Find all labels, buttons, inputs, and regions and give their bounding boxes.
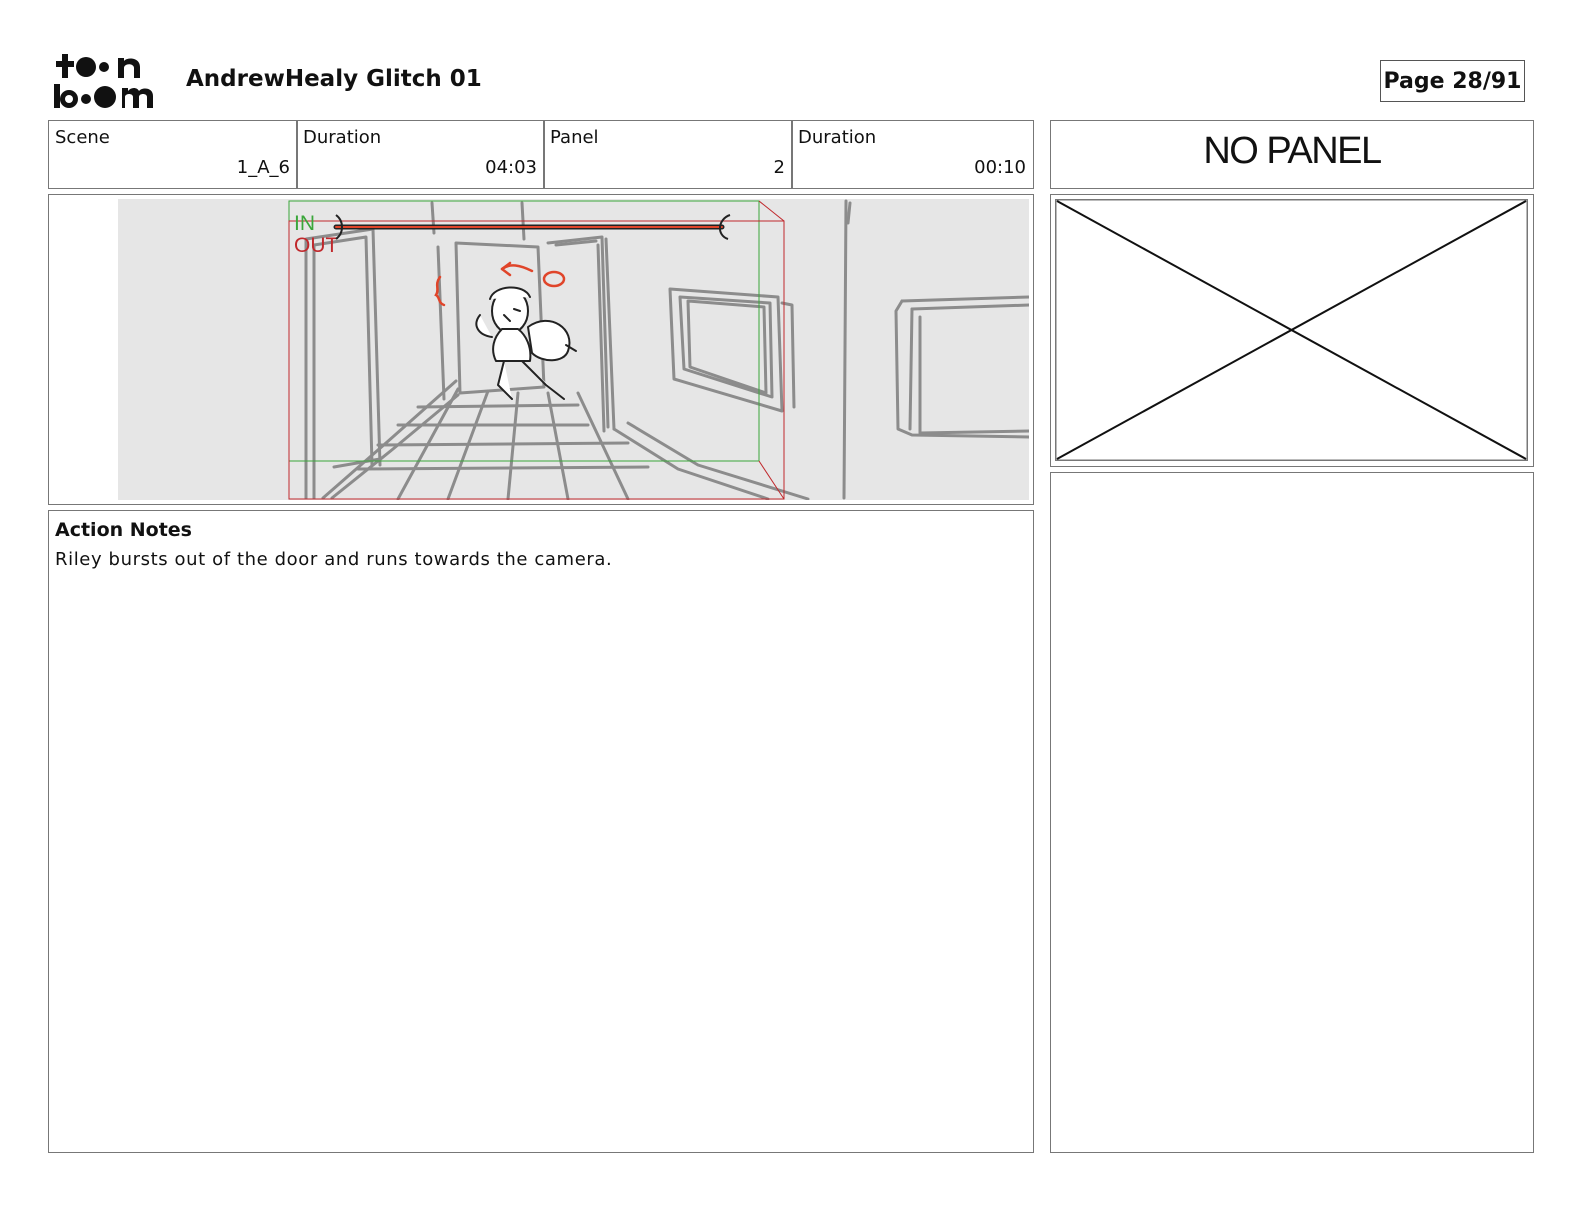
scene-duration-value: 04:03 <box>485 157 537 178</box>
project-title: AndrewHealy Glitch 01 <box>186 66 482 92</box>
panel-duration-cell <box>791 120 1034 189</box>
next-panel-notes-box <box>1050 472 1534 1153</box>
toon-boom-logo <box>52 52 164 110</box>
action-notes-title: Action Notes <box>55 519 192 541</box>
no-panel-label: NO PANEL <box>1203 130 1381 172</box>
panel-label: Panel <box>550 127 599 148</box>
scene-cell <box>48 120 298 189</box>
camera-in-label: IN <box>294 212 315 235</box>
storyboard-panel <box>48 194 1034 505</box>
panel-duration-label: Duration <box>798 127 877 148</box>
camera-out-label: OUT <box>294 234 339 257</box>
scene-value: 1_A_6 <box>236 157 290 178</box>
panel-cell <box>543 120 793 189</box>
empty-panel-placeholder <box>1050 194 1534 467</box>
page-number: Page 28/91 <box>1380 60 1525 102</box>
scene-duration-cell <box>296 120 545 189</box>
next-panel-header <box>1050 120 1534 189</box>
panel-value: 2 <box>773 157 785 178</box>
panel-duration-value: 00:10 <box>974 157 1026 178</box>
action-notes-box <box>48 510 1034 1153</box>
action-notes-text: Riley bursts out of the door and runs towards the camera. <box>55 549 613 570</box>
placeholder-x-icon <box>1055 199 1528 461</box>
scene-duration-label: Duration <box>303 127 382 148</box>
scene-label: Scene <box>55 127 110 148</box>
storyboard-sketch <box>118 199 1029 500</box>
